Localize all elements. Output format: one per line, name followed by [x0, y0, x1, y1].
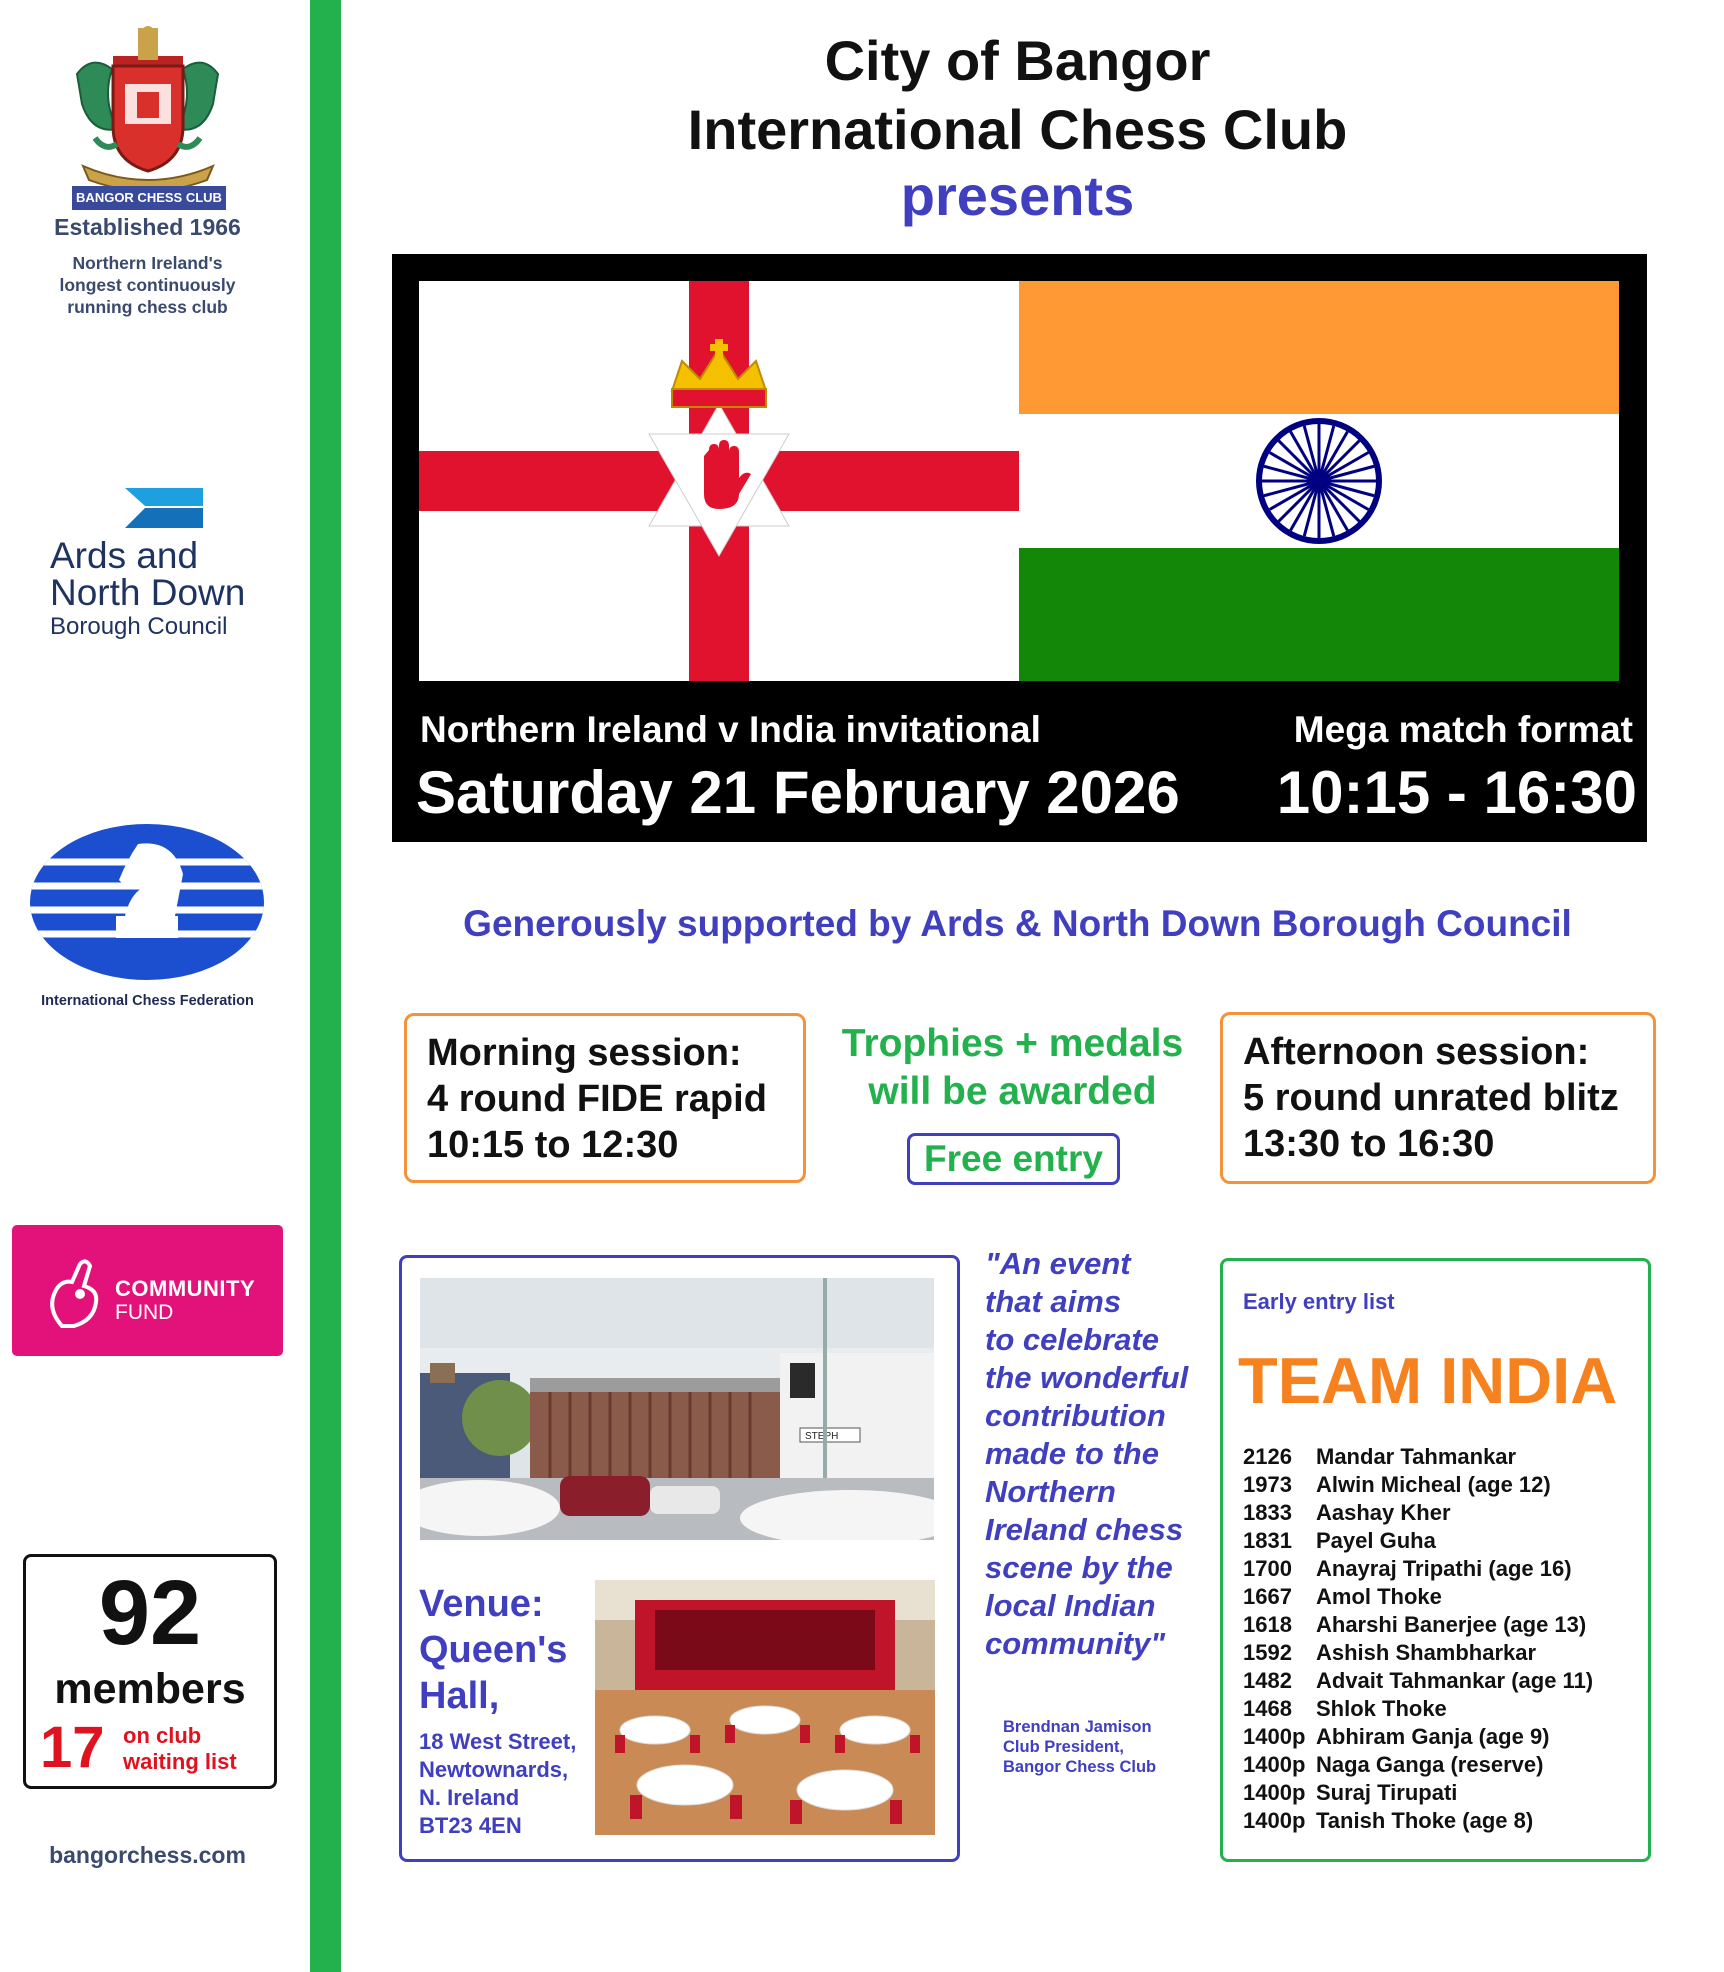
members-label: members	[54, 1665, 246, 1713]
event-subtitle: Northern Ireland v India invitational	[420, 709, 1041, 750]
player-name: Anayraj Tripathi (age 16)	[1316, 1556, 1572, 1581]
player-rating: 1667	[1243, 1584, 1292, 1609]
roster-row	[1243, 1556, 1572, 1582]
venue-address-line: BT23 4EN	[419, 1813, 522, 1838]
session-line: 5 round unrated blitz	[1243, 1077, 1619, 1119]
player-name: Advait Tahmankar (age 11)	[1316, 1668, 1594, 1693]
player-rating: 1833	[1243, 1500, 1292, 1525]
player-rating: 1482	[1243, 1668, 1292, 1693]
player-name: Payel Guha	[1316, 1528, 1436, 1553]
venue-address-line: N. Ireland	[419, 1785, 520, 1810]
community-fund-line: COMMUNITY	[115, 1276, 256, 1301]
waiting-count: 17	[40, 1715, 105, 1780]
crossed-fingers-icon	[42, 1258, 108, 1328]
event-date: Saturday 21 February 2026	[416, 759, 1180, 826]
northern-ireland-flag	[419, 281, 1019, 681]
page-title: City of Bangor	[824, 29, 1211, 92]
support-text: Generously supported by Ards & North Down Borough Council	[463, 903, 1572, 944]
roster-row	[1243, 1724, 1550, 1750]
waiting-label: waiting list	[123, 1749, 237, 1774]
quote-line: that aims	[985, 1284, 1122, 1319]
session-line: 4 round FIDE rapid	[427, 1078, 767, 1120]
council-logo-icon	[125, 488, 203, 528]
council-name-line: North Down	[50, 572, 246, 613]
council-name-line: Borough Council	[50, 613, 228, 640]
player-name: Aharshi Banerjee (age 13)	[1316, 1612, 1587, 1637]
roster-row	[1243, 1808, 1533, 1834]
player-name: Mandar Tahmankar	[1316, 1444, 1517, 1469]
longest-line: running chess club	[67, 297, 228, 317]
venue-box	[399, 1255, 960, 1862]
player-name: Shlok Thoke	[1316, 1696, 1447, 1721]
player-name: Ashish Shambharkar	[1316, 1640, 1537, 1665]
free-entry-badge: Free entry	[907, 1133, 1120, 1185]
roster-row	[1243, 1780, 1457, 1806]
council-name-line: Ards and	[50, 535, 199, 576]
player-rating: 1700	[1243, 1556, 1292, 1581]
sidebar	[0, 0, 310, 1972]
roster-row	[1243, 1500, 1451, 1526]
community-fund-line: FUND	[115, 1301, 174, 1324]
player-rating: 1400p	[1243, 1808, 1306, 1833]
player-rating: 2126	[1243, 1444, 1292, 1469]
venue-exterior-photo	[420, 1278, 934, 1540]
player-rating: 1400p	[1243, 1724, 1306, 1749]
roster-row	[1243, 1612, 1586, 1638]
roster-row	[1243, 1584, 1442, 1610]
venue-heading: Venue:	[419, 1583, 544, 1625]
venue-sign-text: STEPH	[805, 1431, 839, 1442]
venue-interior-photo	[595, 1580, 935, 1835]
divider-bar	[310, 0, 341, 1972]
website-link[interactable]: bangorchess.com	[49, 1842, 246, 1868]
event-format: Mega match format	[1293, 709, 1633, 750]
event-time: 10:15 - 16:30	[1276, 759, 1637, 826]
quote-line: to celebrate	[985, 1322, 1160, 1357]
trophies-text: will be awarded	[868, 1070, 1157, 1113]
quote-attribution: Bangor Chess Club	[1003, 1758, 1157, 1776]
community-fund-logo	[12, 1225, 283, 1356]
longest-running-text	[40, 252, 255, 318]
player-rating: 1831	[1243, 1528, 1292, 1553]
player-rating: 1973	[1243, 1472, 1292, 1497]
waiting-label: on club	[123, 1723, 202, 1748]
afternoon-session-box	[1220, 1012, 1656, 1184]
player-name: Naga Ganga (reserve)	[1316, 1752, 1544, 1777]
presents-text: presents	[900, 164, 1135, 227]
session-line: Afternoon session:	[1243, 1031, 1590, 1073]
quote-line: Ireland chess	[985, 1512, 1184, 1547]
quote-line: community"	[985, 1626, 1166, 1661]
player-name: Aashay Kher	[1316, 1500, 1451, 1525]
fide-caption: International Chess Federation	[41, 993, 254, 1009]
fide-logo-text: FIDE	[119, 951, 175, 978]
player-name: Amol Thoke	[1316, 1584, 1442, 1609]
quote-line: Northern	[985, 1474, 1116, 1509]
player-rating: 1400p	[1243, 1780, 1306, 1805]
session-line: Morning session:	[427, 1032, 742, 1074]
crest-label: BANGOR CHESS CLUB	[72, 186, 226, 210]
player-rating: 1400p	[1243, 1752, 1306, 1777]
team-title: TEAM INDIA	[1238, 1344, 1618, 1417]
player-name: Alwin Micheal (age 12)	[1316, 1472, 1551, 1497]
page-title: International Chess Club	[687, 98, 1348, 161]
trophies-text: Trophies + medals	[841, 1022, 1184, 1065]
early-entry-label: Early entry list	[1243, 1289, 1395, 1314]
venue-address-line: 18 West Street,	[419, 1729, 577, 1754]
session-line: 10:15 to 12:30	[427, 1124, 679, 1166]
venue-heading: Queen's	[419, 1629, 568, 1671]
longest-line: Northern Ireland's	[72, 253, 223, 273]
bangor-crest-logo	[65, 26, 230, 211]
quote-line: "An event	[985, 1246, 1131, 1281]
session-line: 13:30 to 16:30	[1243, 1123, 1495, 1165]
player-rating: 1618	[1243, 1612, 1292, 1637]
quote-line: scene by the	[985, 1550, 1173, 1585]
player-name: Abhiram Ganja (age 9)	[1316, 1724, 1550, 1749]
india-flag	[1019, 281, 1619, 681]
quote-attribution: Brendnan Jamison	[1003, 1718, 1152, 1736]
roster-row	[1243, 1444, 1516, 1470]
quote-line: the wonderful	[985, 1360, 1189, 1395]
roster-row	[1243, 1528, 1436, 1554]
player-rating: 1592	[1243, 1640, 1292, 1665]
roster-row	[1243, 1472, 1551, 1498]
quote-attribution: Club President,	[1003, 1738, 1125, 1756]
established-text: Established 1966	[54, 214, 241, 240]
longest-line: longest continuously	[59, 275, 236, 295]
roster-row	[1243, 1668, 1593, 1694]
roster-row	[1243, 1696, 1447, 1722]
quote-line: local Indian	[985, 1588, 1156, 1623]
venue-address-line: Newtownards,	[419, 1757, 569, 1782]
morning-session-box	[404, 1013, 806, 1183]
fide-logo	[28, 822, 266, 982]
player-name: Suraj Tirupati	[1316, 1780, 1458, 1805]
members-box	[23, 1554, 277, 1789]
team-india-box	[1220, 1258, 1651, 1862]
player-name: Tanish Thoke (age 8)	[1316, 1808, 1534, 1833]
quote-line: made to the	[985, 1436, 1159, 1471]
roster-row	[1243, 1752, 1543, 1778]
venue-heading: Hall,	[419, 1675, 500, 1717]
roster-row	[1243, 1640, 1536, 1666]
members-count: 92	[98, 1562, 202, 1664]
quote-line: contribution	[985, 1398, 1166, 1433]
player-rating: 1468	[1243, 1696, 1292, 1721]
event-banner	[392, 254, 1647, 842]
